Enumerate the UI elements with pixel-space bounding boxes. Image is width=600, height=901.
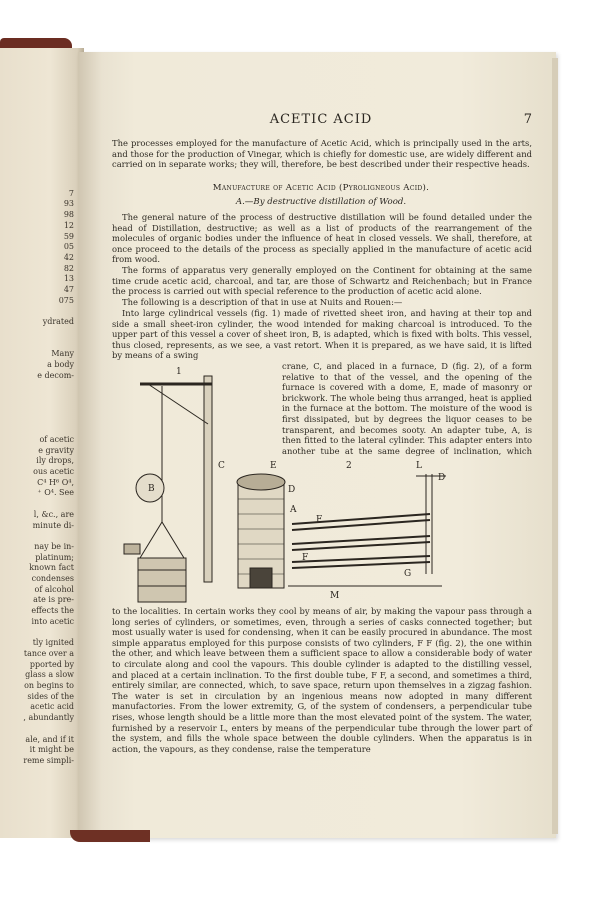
apparatus-engraving: [120, 364, 450, 604]
svg-text:G: G: [404, 569, 412, 579]
left-page-line: [0, 339, 74, 350]
book-cover-bottom: [70, 830, 150, 842]
left-page-line: [0, 413, 74, 424]
left-page-line: tance over a: [23, 648, 74, 658]
left-page-line: ate is pre-: [33, 595, 74, 605]
left-page-line: , abundantly: [23, 713, 74, 723]
left-page-line: minute di-: [32, 520, 74, 530]
left-page-line: ily drops,: [36, 456, 74, 466]
left-page-line: ydrated: [42, 317, 74, 327]
left-page-line: [0, 424, 74, 435]
left-page-line: pported by: [29, 659, 74, 669]
paragraph-3: The following is a description of that in use at Nuits and Rouen:—: [122, 297, 403, 307]
fig1-label: 1: [176, 367, 182, 377]
left-page-line: 075: [58, 295, 74, 305]
left-page-line: C⁴ H⁶ O⁴,: [37, 477, 74, 487]
left-page-line: 42: [63, 252, 74, 262]
left-page-line: l, &c., are: [33, 509, 74, 519]
section-heading: Manufacture of Acetic Acid (Pyroligneous Acid).: [212, 183, 430, 193]
left-page-text: [0, 178, 84, 767]
left-page-line: of alcohol: [34, 584, 74, 594]
svg-text:D: D: [438, 473, 446, 483]
left-page-line: ous acetic: [33, 466, 74, 476]
left-page-line: e gravity: [38, 445, 74, 455]
paragraph-2: The forms of apparatus very generally employed on the Continent for obtaining at the same time crude acetic acid, charcoal, and tar, are those of Schwartz and Reichenbach; but in France the process is carried out with special reference to the production of acetic acid alone.: [112, 265, 532, 297]
left-page-line: effects the: [31, 606, 74, 616]
left-page-line: 82: [63, 263, 74, 273]
left-page-line: sides of the: [27, 691, 74, 701]
svg-text:M: M: [330, 591, 340, 601]
left-page-line: [0, 628, 74, 639]
svg-text:F: F: [316, 515, 323, 525]
left-page-line: 13: [63, 274, 74, 284]
svg-text:L: L: [416, 461, 422, 471]
svg-text:B: B: [148, 484, 155, 494]
left-page-line: glass a slow: [25, 670, 74, 680]
left-page-line: 12: [63, 220, 74, 230]
left-page-line: known fact: [29, 563, 74, 573]
fig2-label: 2: [346, 461, 352, 471]
left-page-line: Many: [51, 349, 74, 359]
left-page-line: a body: [47, 359, 74, 369]
left-page-line: [0, 328, 74, 339]
left-page-line: e decom-: [37, 370, 74, 380]
intro-paragraph: The processes employed for the manufacture of Acetic Acid, which is principally used in the arts, and those for the production of Vinegar, which is chiefly for domestic use, are widely different and carried on in separate works; they will, therefore, be best described under their respective heads.: [112, 138, 532, 170]
left-page-line: 59: [63, 231, 74, 241]
left-page-line: [0, 381, 74, 392]
page-number: 7: [523, 112, 532, 127]
left-page: [0, 48, 84, 838]
page-edge: [552, 58, 558, 834]
left-page-line: 93: [63, 199, 74, 209]
left-page-line: it might be: [29, 745, 74, 755]
left-page-line: nay be in-: [34, 541, 74, 551]
svg-text:F: F: [302, 553, 309, 563]
left-page-line: platinum;: [35, 552, 74, 562]
left-page-line: [0, 178, 74, 189]
left-page-line: into acetic: [31, 616, 74, 626]
left-page-line: 05: [63, 242, 74, 252]
paragraph-4: Into large cylindrical vessels (fig. 1) made of rivetted sheet iron, and having at their top and side a small sheet-iron cylinder, the wood intended for making charcoal is introduced. To the upper part of this vessel a cover of sheet iron, B, is adapted, which is fixed with bolts. This vessel, thus closed, represents, as we see, a vast retort. When it is prepared, as we have said, it is lifted by means of a swing: [112, 308, 532, 360]
svg-text:A: A: [290, 505, 297, 515]
svg-text:C: C: [218, 461, 225, 471]
left-page-line: [0, 724, 74, 735]
subheading: A.—By destructive distillation of Wood.: [235, 197, 407, 207]
paragraph-4-wrapped: crane, C, and placed in a furnace, D (fig. 2), of a form relative to that of the vessel, and the opening of the furnace is covered with a dome, E, made of masonry or brickwork. The whole being thus arranged, heat is applied in the furnace at the bottom. The moisture of the wood is first dissipated, but by degrees the liquor ceases to be transparent, and becomes sooty. An adapter tube, A, is then fitted to the lateral cylinder. This adapter enters into another tube at the same degree of inclination, which: [282, 361, 532, 456]
page-header: [110, 112, 532, 130]
left-page-line: [0, 392, 74, 403]
left-page-line: of acetic: [39, 434, 74, 444]
paragraph-1: The general nature of the process of destructive distillation will be found detailed under the head of Distillation, destructive; as well as a list of products of the rearrangement of the molecules of organic bodies under the influence of heat in closed vessels. We shall, therefore, at once proceed to the details of the process as specially applied in the manufacture of acetic acid from wood.: [112, 212, 532, 265]
left-page-line: 47: [63, 285, 74, 295]
running-title: ACETIC ACID: [269, 112, 373, 127]
left-page-line: tly ignited: [32, 638, 74, 648]
left-page-line: ⁺ O⁴. See: [37, 488, 74, 498]
left-page-line: 7: [68, 188, 74, 198]
left-page-line: reme simpli-: [23, 755, 74, 765]
left-page-line: acetic acid: [30, 702, 74, 712]
left-page-line: on begins to: [24, 681, 74, 691]
svg-text:D: D: [288, 485, 296, 495]
left-page-line: condenses: [31, 574, 74, 584]
left-page-line: [0, 306, 74, 317]
paragraph-5: to the localities. In certain works they cool by means of air, by making the vapour pass through a long series of cylinders, or sometimes, even, through a series of casks connected together; but most usually water is used for condensing, when it can be easily procured in abundance. The most simple apparatus employed for this purpose consists of two cylinders, F F (fig. 2), the one within the other, and which leave between them a sufficient space to allow a considerable body of water to circulate along and cool the vapours. This double cylinder is adapted to the distilling vessel, and placed at a certain inclination. To the first double tube, F F, a second, and sometimes a third, entirely similar, are connected, which, to save space, return upon themselves in a zigzag fashion. The water is set in circulation by an ingenious means now adopted in many different manufactories. From the lower extremity, G, of the system of condensers, a perpendicular tube rises, whose length should be a little more than the most elevated point of the system. The water, furnished by a reservoir L, enters by means of the perpendicular tube through the lower part of the system, and fills the whole space between the double cylinders. When the apparatus is in action, the vapours, as they condense, raise the temperature: [112, 606, 532, 754]
left-page-line: [0, 499, 74, 510]
left-page-line: [0, 531, 74, 542]
left-page-line: 98: [63, 210, 74, 220]
left-page-line: ale, and if it: [25, 734, 74, 744]
svg-text:E: E: [270, 461, 277, 471]
left-page-line: [0, 403, 74, 414]
